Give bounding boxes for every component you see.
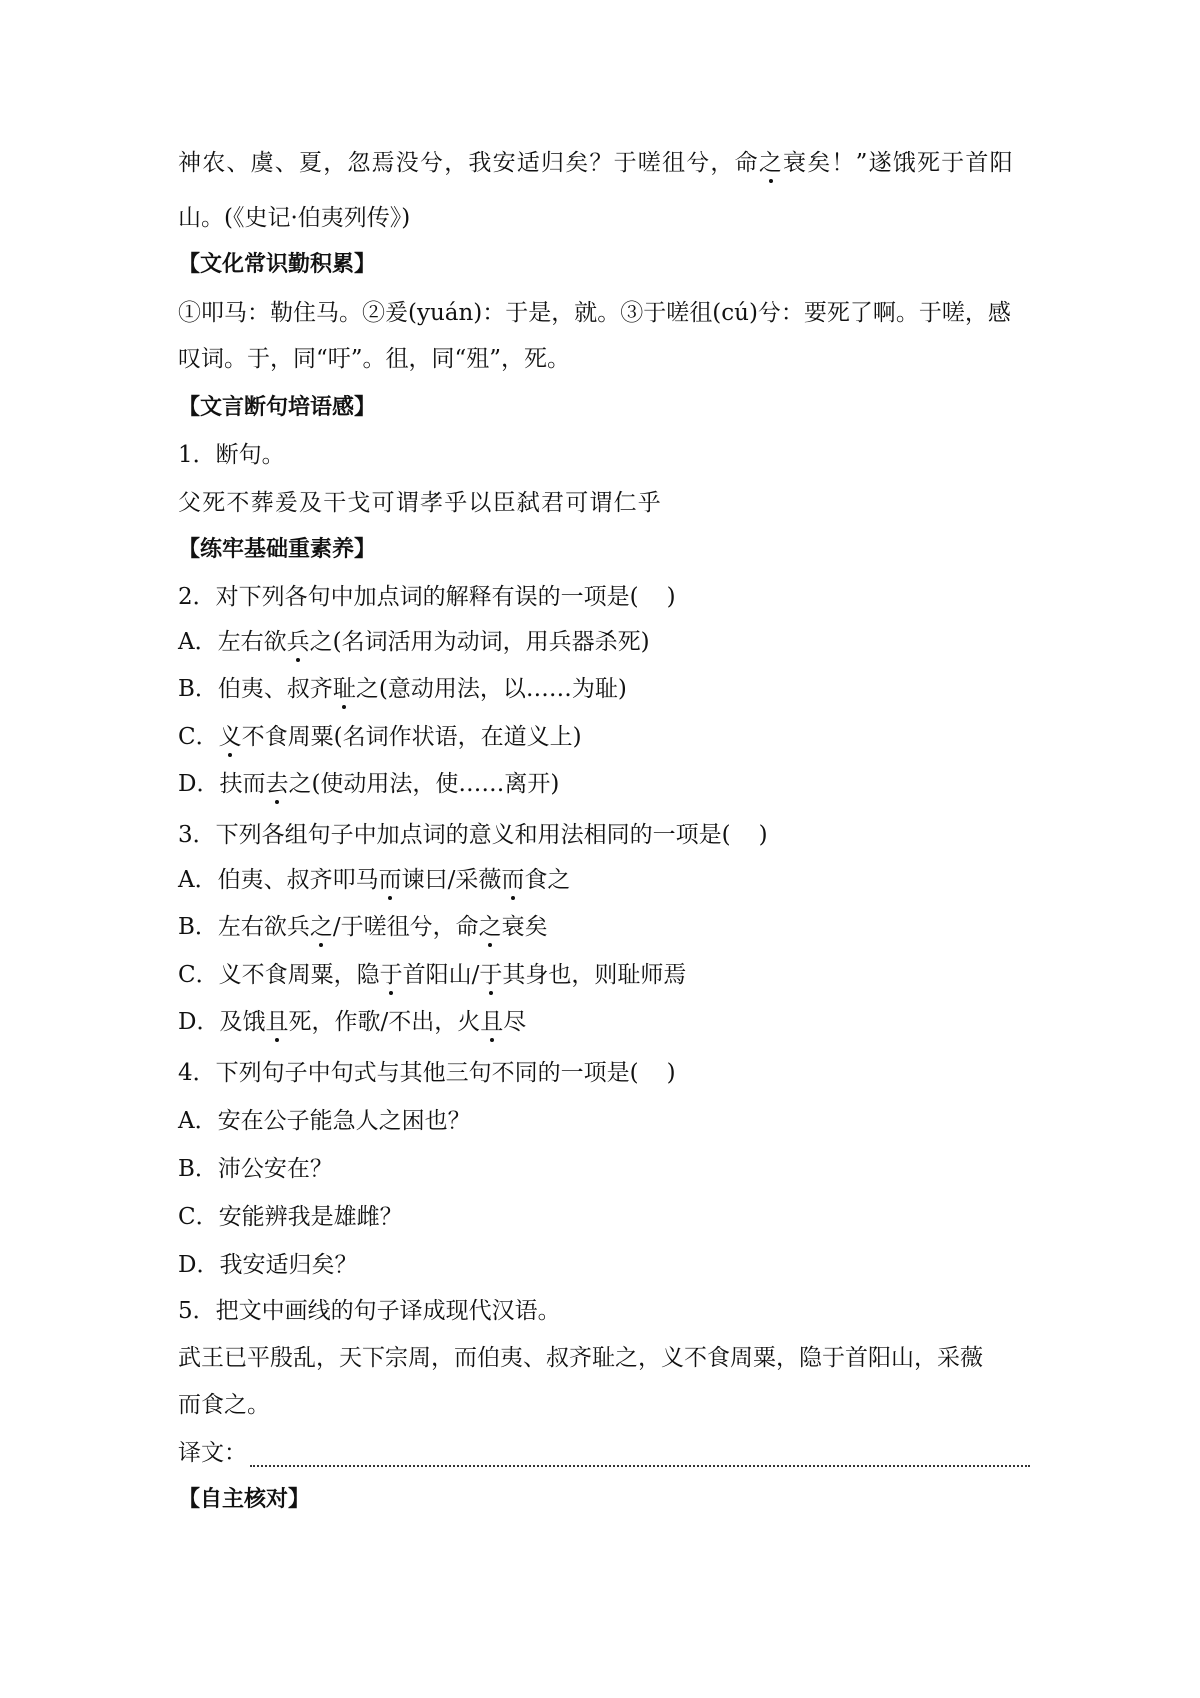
question-2-option-d: D．扶而去之(使动用法，使……离开) [178,771,560,797]
dotted-char: 去 [265,771,289,797]
dotted-char: 义 [218,724,242,750]
punctuation-text: 父死不葬爰及干戈可谓孝乎以臣弑君可谓仁乎 [178,490,662,516]
question-2-stem: 2．对下列各句中加点词的解释有误的一项是( ) [178,584,676,610]
dotted-char: 而 [501,867,525,893]
translation-answer-line[interactable] [250,1465,1030,1467]
question-3-option-a: A．伯夷、叔齐叩马而谏曰/采薇而食之 [178,867,571,893]
culture-heading: 【文化常识勤积累】 [178,252,377,277]
question-5-text-line-1: 武王已平殷乱，天下宗周，而伯夷、叔齐耻之，义不食周粟，隐于首阳山，采薇 [178,1345,983,1371]
dotted-char: 于 [479,962,503,988]
dotted-char: 之 [309,914,333,940]
question-3-option-c: C．义不食周粟，隐于首阳山/于其身也，则耻师焉 [178,962,687,988]
dotted-char: 而 [378,867,402,893]
question-4-option-a: A．安在公子能急人之困也？ [178,1108,471,1134]
question-5-stem: 5．把文中画线的句子译成现代汉语。 [178,1298,561,1324]
question-5-text-line-2: 而食之。 [178,1392,270,1418]
question-1-stem: 1．断句。 [178,442,285,468]
dotted-char: 耻 [332,676,356,702]
passage-text: 神农、虞、夏，忽焉没兮，我安适归矣？于嗟徂兮，命 [178,150,759,176]
document-page [178,0,1030,1698]
question-2-option-c: C．义不食周粟(名词作状语，在道义上) [178,724,582,750]
dotted-char: 且 [265,1009,289,1035]
dotted-char: 之 [758,150,784,176]
culture-line-2: 叹词。于，同“吁”。徂，同“殂”，死。 [178,346,571,372]
question-3-stem: 3．下列各组句子中加点词的意义和用法相同的一项是( ) [178,822,768,848]
question-4-stem: 4．下列句子中句式与其他三句不同的一项是( ) [178,1060,676,1086]
question-4-option-b: B．沛公安在？ [178,1156,333,1182]
passage-text: 衰矣！”遂饿死于首阳 [783,150,1014,176]
check-heading: 【自主核对】 [178,1487,311,1512]
question-3-option-b: B．左右欲兵之/于嗟徂兮，命之衰矣 [178,914,548,940]
question-3-option-d: D．及饿且死，作歌/不出，火且尽 [178,1009,527,1035]
dotted-char: 且 [480,1009,504,1035]
question-2-option-a: A．左右欲兵之(名词活用为动词，用兵器杀死) [178,629,650,655]
punctuation-heading: 【文言断句培语感】 [178,395,377,420]
culture-line-1: ①叩马：勒住马。②爰(yuán)：于是，就。③于嗟徂(cú)兮：要死了啊。于嗟，感 [178,300,1011,326]
dotted-char: 之 [478,914,502,940]
basics-heading: 【练牢基础重素养】 [178,537,377,562]
question-2-option-b: B．伯夷、叔齐耻之(意动用法，以……为耻) [178,676,627,702]
question-4-option-c: C．安能辨我是雄雌？ [178,1204,403,1230]
question-4-option-d: D．我安适归矣？ [178,1252,358,1278]
dotted-char: 兵 [286,629,310,655]
translation-label: 译文： [178,1440,247,1466]
passage-line-1 [178,148,1014,178]
dotted-char: 于 [379,962,403,988]
passage-line-2: 山。(《史记·伯夷列传》) [178,205,411,231]
